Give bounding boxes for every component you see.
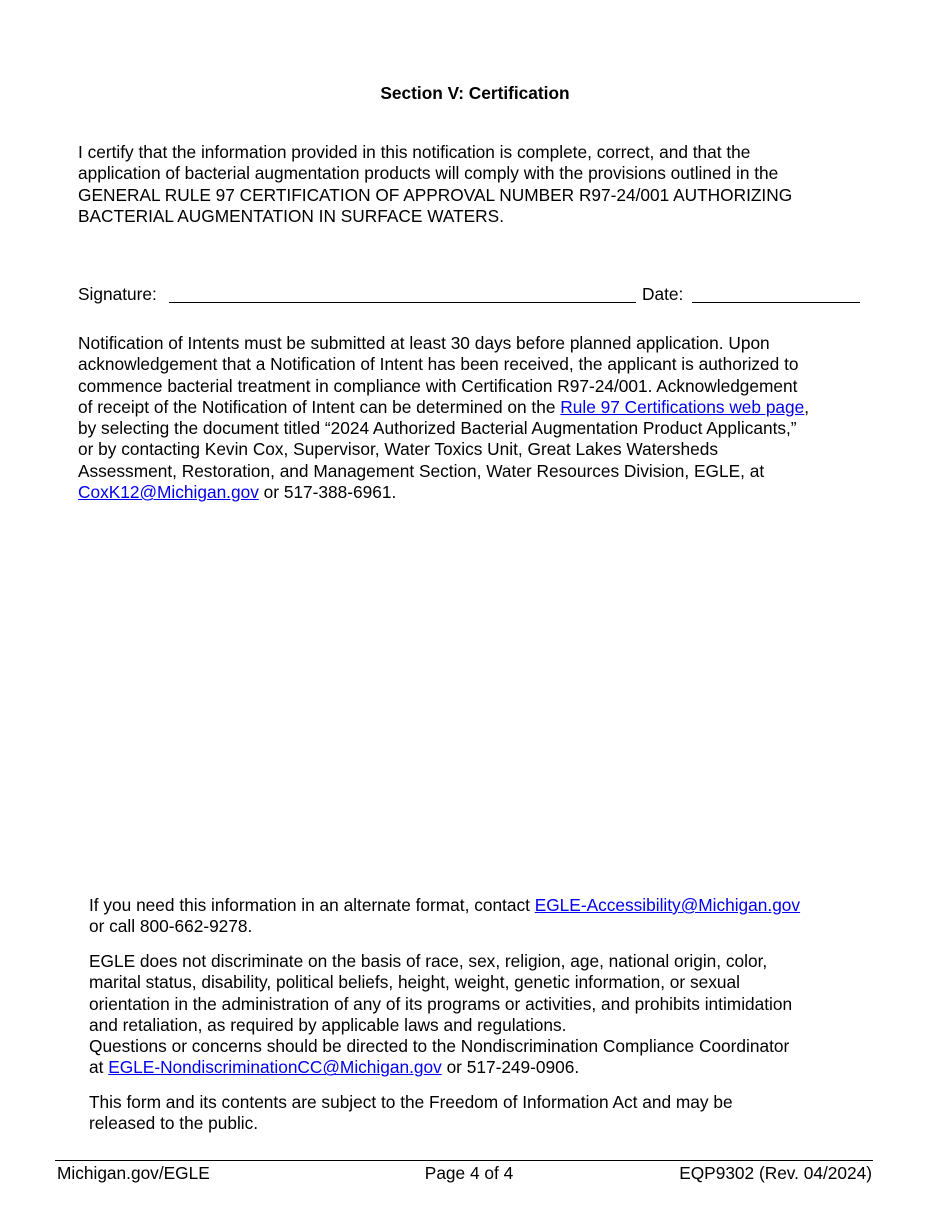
certification-line: application of bacterial augmentation products will comply with the provisions outlined in the (78, 163, 779, 184)
certification-line: I certify that the information provided in this notification is complete, correct, and that the (78, 142, 751, 162)
certification-line: GENERAL RULE 97 CERTIFICATION OF APPROVAL NUMBER R97-24/001 AUTHORIZING (78, 184, 793, 205)
nondiscrimination-text: or 517-249-0906. (441, 1057, 580, 1078)
notice-line: acknowledgement that a Notification of Intent has been received, the applicant is authorized to (78, 354, 799, 375)
notice-line: by selecting the document titled “2024 Authorized Bacterial Augmentation Product Applicants,” (78, 418, 797, 439)
nondiscrimination-line: orientation in the administration of any of its programs or activities, and prohibits intimidation (89, 993, 793, 1014)
nondiscrimination-line (89, 1057, 889, 1078)
rule97-certifications-link[interactable]: Rule 97 Certifications web page (560, 396, 805, 417)
footer-divider (55, 1160, 873, 1161)
notice-text: of receipt of the Notification of Intent can be determined on the (78, 396, 561, 417)
notice-line (78, 482, 898, 503)
notice-text: or 517-388-6961. (258, 482, 397, 503)
date-field[interactable] (692, 302, 860, 303)
notice-paragraph (78, 333, 898, 503)
nondiscrimination-text: at (89, 1057, 109, 1078)
notice-line: commence bacterial treatment in compliance with Certification R97-24/001. Acknowledgement (78, 375, 798, 396)
nondiscrimination-line: marital status, disability, political beliefs, height, weight, genetic information, or sexual (89, 972, 740, 993)
accessibility-notice (89, 895, 889, 938)
footer-form-number: EQP9302 (Rev. 04/2024) (679, 1163, 872, 1183)
nondiscrimination-notice (89, 951, 889, 1079)
notice-line: or by contacting Kevin Cox, Supervisor, Water Toxics Unit, Great Lakes Watersheds (78, 439, 718, 460)
cox-email-link[interactable]: CoxK12@Michigan.gov (78, 482, 259, 503)
date-label: Date: (642, 284, 684, 304)
foia-line: released to the public. (89, 1113, 259, 1134)
nondiscrimination-line: EGLE does not discriminate on the basis of race, sex, religion, age, national origin, color, (89, 951, 768, 971)
accessibility-line: or call 800-662-9278. (89, 916, 253, 937)
foia-notice (89, 1092, 889, 1135)
accessibility-text: If you need this information in an alternate format, contact (89, 895, 535, 915)
accessibility-line (89, 895, 889, 916)
section-title: Section V: Certification (380, 83, 570, 103)
notice-line: Notification of Intents must be submitted at least 30 days before planned application. Upon (78, 333, 770, 353)
notice-text: , (804, 396, 810, 417)
notice-line: Assessment, Restoration, and Management Section, Water Resources Division, EGLE, at (78, 460, 765, 481)
signature-label: Signature: (78, 284, 157, 304)
nondiscrimination-email-link[interactable]: EGLE-NondiscriminationCC@Michigan.gov (108, 1057, 442, 1078)
signature-field[interactable] (169, 302, 636, 303)
footer-page-number: Page 4 of 4 (424, 1163, 514, 1183)
nondiscrimination-line: and retaliation, as required by applicable laws and regulations. (89, 1014, 567, 1035)
notice-line (78, 397, 898, 418)
accessibility-email-link[interactable]: EGLE-Accessibility@Michigan.gov (534, 895, 801, 915)
certification-line: BACTERIAL AUGMENTATION IN SURFACE WATERS. (78, 205, 504, 226)
footer-website: Michigan.gov/EGLE (57, 1163, 210, 1183)
foia-line: This form and its contents are subject to the Freedom of Information Act and may be (89, 1092, 733, 1112)
certification-statement (78, 142, 878, 227)
nondiscrimination-line: Questions or concerns should be directed to the Nondiscrimination Compliance Coordinator (89, 1036, 790, 1057)
